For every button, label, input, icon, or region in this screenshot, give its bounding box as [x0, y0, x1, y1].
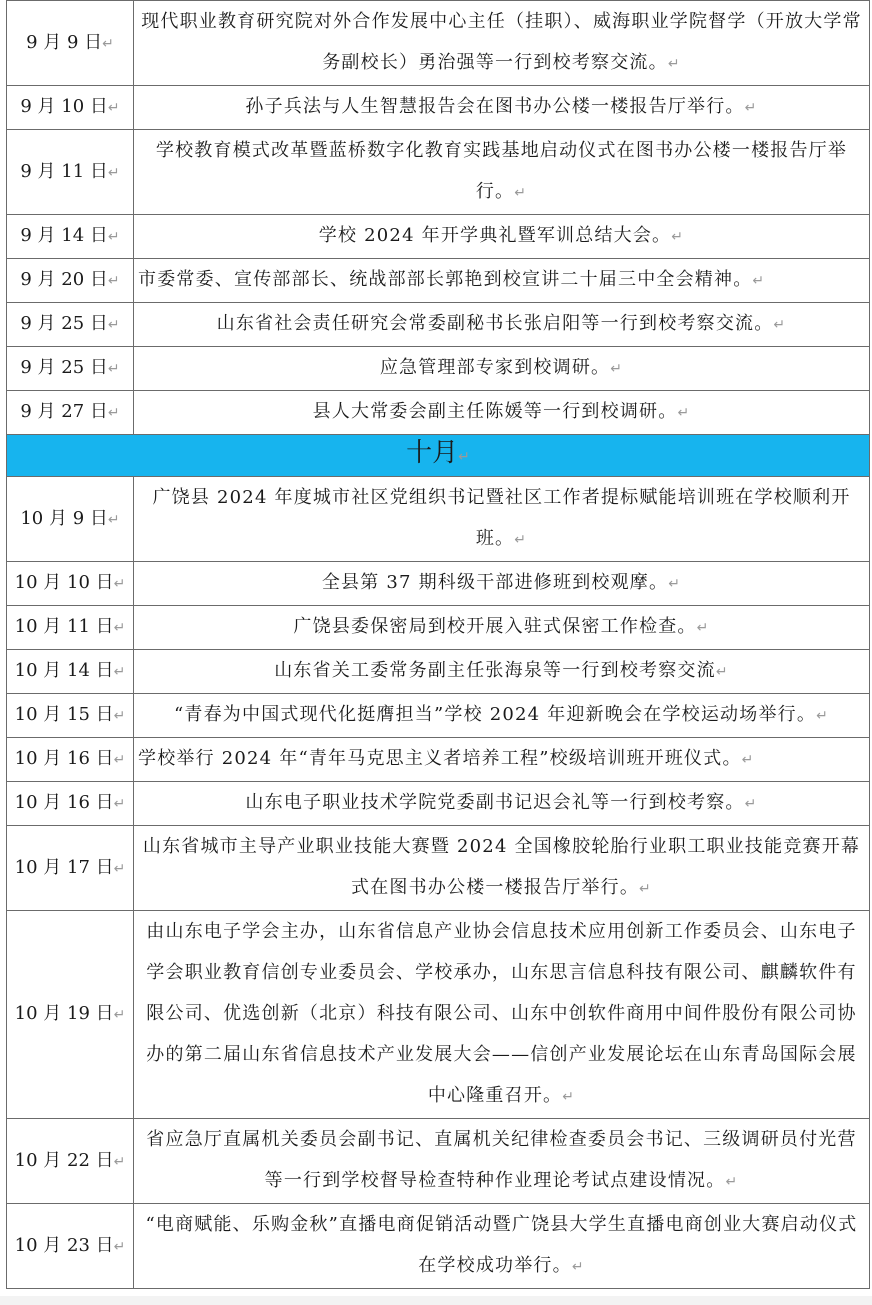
event-date: 9 月 20 日 [20, 269, 108, 290]
description-cell [134, 694, 870, 738]
paragraph-mark-icon: ↵ [571, 1259, 585, 1275]
event-date: 10 月 15 日 [14, 704, 114, 725]
paragraph-mark-icon: ↵ [113, 664, 126, 680]
date-cell [7, 606, 134, 650]
month-header-row [7, 435, 870, 477]
paragraph-mark-icon: ↵ [744, 796, 758, 812]
paragraph-mark-icon: ↵ [107, 164, 120, 181]
table-row [7, 86, 870, 130]
event-description: 广饶县 2024 年度城市社区党组织书记暨社区工作者提标赋能培训班在学校顺利开班。 [152, 487, 851, 549]
date-cell [7, 782, 134, 826]
table-row [7, 694, 870, 738]
paragraph-mark-icon: ↵ [102, 35, 114, 52]
paragraph-mark-icon: ↵ [113, 576, 126, 592]
paragraph-mark-icon: ↵ [715, 664, 729, 680]
date-cell [7, 303, 134, 347]
description-cell [134, 259, 870, 303]
paragraph-mark-icon: ↵ [113, 860, 126, 877]
event-date: 9 月 9 日 [26, 31, 103, 53]
date-cell [7, 86, 134, 130]
table-row [7, 1119, 870, 1204]
table-row [7, 391, 870, 435]
event-description: 学校教育模式改革暨蓝桥数字化教育实践基地启动仪式在图书办公楼一楼报告厅举行。 [155, 140, 848, 202]
description-cell [134, 650, 870, 694]
month-header-label: 十月 [406, 438, 459, 468]
date-cell [7, 130, 134, 215]
event-description: 现代职业教育研究院对外合作发展中心主任（挂职）、威海职业学院督学（开放大学常务副校长）勇治强等一行到校考察交流。 [141, 11, 862, 73]
paragraph-mark-icon: ↵ [671, 229, 685, 245]
event-date: 10 月 9 日 [20, 507, 108, 529]
table-row [7, 303, 870, 347]
description-cell [134, 391, 870, 435]
date-cell [7, 477, 134, 562]
event-date: 10 月 16 日 [14, 748, 114, 769]
table-row [7, 650, 870, 694]
date-cell [7, 1, 134, 86]
table-row [7, 782, 870, 826]
event-description: 山东省社会责任研究会常委副秘书长张启阳等一行到校考察交流。 [216, 313, 774, 334]
paragraph-mark-icon: ↵ [562, 1089, 576, 1105]
table-row [7, 347, 870, 391]
event-date: 10 月 17 日 [14, 856, 114, 878]
event-description: 山东省关工委常务副主任张海泉等一行到校考察交流 [274, 660, 716, 681]
paragraph-mark-icon: ↵ [668, 576, 682, 592]
table-row [7, 130, 870, 215]
event-description: “青春为中国式现代化挺膺担当”学校 2024 年迎新晚会在学校运动场举行。 [174, 704, 817, 725]
paragraph-mark-icon: ↵ [107, 100, 120, 116]
event-description: 山东省城市主导产业职业技能大赛暨 2024 全国橡胶轮胎行业职工职业技能竞赛开幕式在图书办公楼一楼报告厅举行。 [142, 836, 861, 898]
paragraph-mark-icon: ↵ [113, 708, 126, 724]
description-cell [134, 215, 870, 259]
event-table [6, 0, 870, 1289]
event-description: 省应急厅直属机关委员会副书记、直属机关纪律检查委员会书记、三级调研员付光营等一行到学校督导检查特种作业理论考试点建设情况。 [146, 1129, 857, 1191]
date-cell [7, 391, 134, 435]
description-cell [134, 86, 870, 130]
event-date: 10 月 19 日 [14, 1003, 114, 1024]
paragraph-mark-icon: ↵ [107, 361, 120, 377]
table-row [7, 826, 870, 911]
date-cell [7, 1204, 134, 1289]
paragraph-mark-icon: ↵ [816, 708, 829, 724]
table-row [7, 215, 870, 259]
paragraph-mark-icon: ↵ [610, 361, 624, 377]
description-cell [134, 1204, 870, 1289]
paragraph-mark-icon: ↵ [725, 1174, 739, 1190]
month-header-cell [7, 435, 870, 477]
paragraph-mark-icon: ↵ [744, 100, 758, 116]
paragraph-mark-icon: ↵ [677, 405, 691, 421]
date-cell [7, 1119, 134, 1204]
date-cell [7, 826, 134, 911]
event-description: 学校举行 2024 年“青年马克思主义者培养工程”校级培训班开班仪式。 [138, 748, 742, 769]
event-description: 全县第 37 期科级干部进修班到校观摩。 [321, 572, 669, 593]
event-date: 10 月 22 日 [14, 1149, 114, 1171]
paragraph-mark-icon: ↵ [107, 273, 120, 289]
event-description: 孙子兵法与人生智慧报告会在图书办公楼一楼报告厅举行。 [245, 96, 745, 117]
event-description: 山东电子职业技术学院党委副书记迟会礼等一行到校考察。 [245, 792, 745, 813]
event-description: 广饶县委保密局到校开展入驻式保密工作检查。 [293, 616, 697, 637]
paragraph-mark-icon: ↵ [752, 273, 766, 289]
event-date: 9 月 25 日 [20, 313, 108, 334]
paragraph-mark-icon: ↵ [113, 1153, 126, 1170]
description-cell [134, 911, 870, 1119]
page-bottom-strip [0, 1296, 872, 1305]
event-date: 9 月 25 日 [20, 357, 108, 378]
description-cell [134, 347, 870, 391]
description-cell [134, 130, 870, 215]
description-cell [134, 782, 870, 826]
paragraph-mark-icon: ↵ [696, 620, 710, 636]
event-date: 9 月 14 日 [20, 225, 108, 246]
description-cell [134, 1119, 870, 1204]
description-cell [134, 562, 870, 606]
paragraph-mark-icon: ↵ [667, 56, 681, 72]
paragraph-mark-icon: ↵ [458, 449, 470, 465]
paragraph-mark-icon: ↵ [113, 1238, 126, 1255]
date-cell [7, 911, 134, 1119]
table-row [7, 477, 870, 562]
description-cell [134, 738, 870, 782]
paragraph-mark-icon: ↵ [107, 229, 120, 245]
paragraph-mark-icon: ↵ [639, 881, 652, 897]
description-cell [134, 303, 870, 347]
paragraph-mark-icon: ↵ [107, 511, 120, 528]
date-cell [7, 694, 134, 738]
date-cell [7, 347, 134, 391]
table-row [7, 259, 870, 303]
description-cell [134, 477, 870, 562]
event-date: 9 月 10 日 [20, 96, 108, 117]
paragraph-mark-icon: ↵ [514, 532, 528, 548]
event-table-body [7, 1, 870, 1289]
date-cell [7, 215, 134, 259]
event-date: 10 月 23 日 [14, 1234, 114, 1256]
event-description: 学校 2024 年开学典礼暨军训总结大会。 [318, 225, 672, 246]
paragraph-mark-icon: ↵ [113, 796, 126, 812]
paragraph-mark-icon: ↵ [514, 185, 528, 201]
event-date: 9 月 27 日 [20, 401, 108, 422]
event-date: 10 月 11 日 [14, 616, 114, 637]
date-cell [7, 562, 134, 606]
paragraph-mark-icon: ↵ [113, 752, 126, 768]
event-description: “电商赋能、乐购金秋”直播电商促销活动暨广饶县大学生直播电商创业大赛启动仪式在学校成功举行。 [145, 1214, 858, 1276]
event-date: 9 月 11 日 [20, 160, 108, 182]
paragraph-mark-icon: ↵ [113, 1007, 126, 1023]
paragraph-mark-icon: ↵ [773, 317, 787, 333]
event-description: 县人大常委会副主任陈媛等一行到校调研。 [312, 401, 678, 422]
paragraph-mark-icon: ↵ [741, 752, 755, 768]
table-row [7, 1, 870, 86]
event-date: 10 月 16 日 [14, 792, 114, 813]
event-description: 应急管理部专家到校调研。 [379, 357, 611, 378]
paragraph-mark-icon: ↵ [107, 317, 120, 333]
event-date: 10 月 14 日 [14, 660, 114, 681]
table-row [7, 562, 870, 606]
table-row [7, 738, 870, 782]
table-row [7, 606, 870, 650]
description-cell [134, 606, 870, 650]
description-cell [134, 826, 870, 911]
paragraph-mark-icon: ↵ [113, 620, 126, 636]
date-cell [7, 738, 134, 782]
description-cell [134, 1, 870, 86]
event-date: 10 月 10 日 [14, 572, 114, 593]
paragraph-mark-icon: ↵ [107, 405, 120, 421]
event-description: 市委常委、宣传部部长、统战部部长郭艳到校宣讲二十届三中全会精神。 [138, 269, 753, 290]
date-cell [7, 650, 134, 694]
event-description: 由山东电子学会主办，山东省信息产业协会信息技术应用创新工作委员会、山东电子学会职业教育信创专业委员会、学校承办，山东思言信息科技有限公司、麒麟软件有限公司、优选创新（北京）科技有限公司、山东中创软件商用中间件股份有限公司协办的第二届山东省信息技术产业发展大会——信创产业发展论坛在山东青岛国际会展中心隆重召开。 [146, 921, 857, 1106]
table-row [7, 911, 870, 1119]
table-row [7, 1204, 870, 1289]
date-cell [7, 259, 134, 303]
